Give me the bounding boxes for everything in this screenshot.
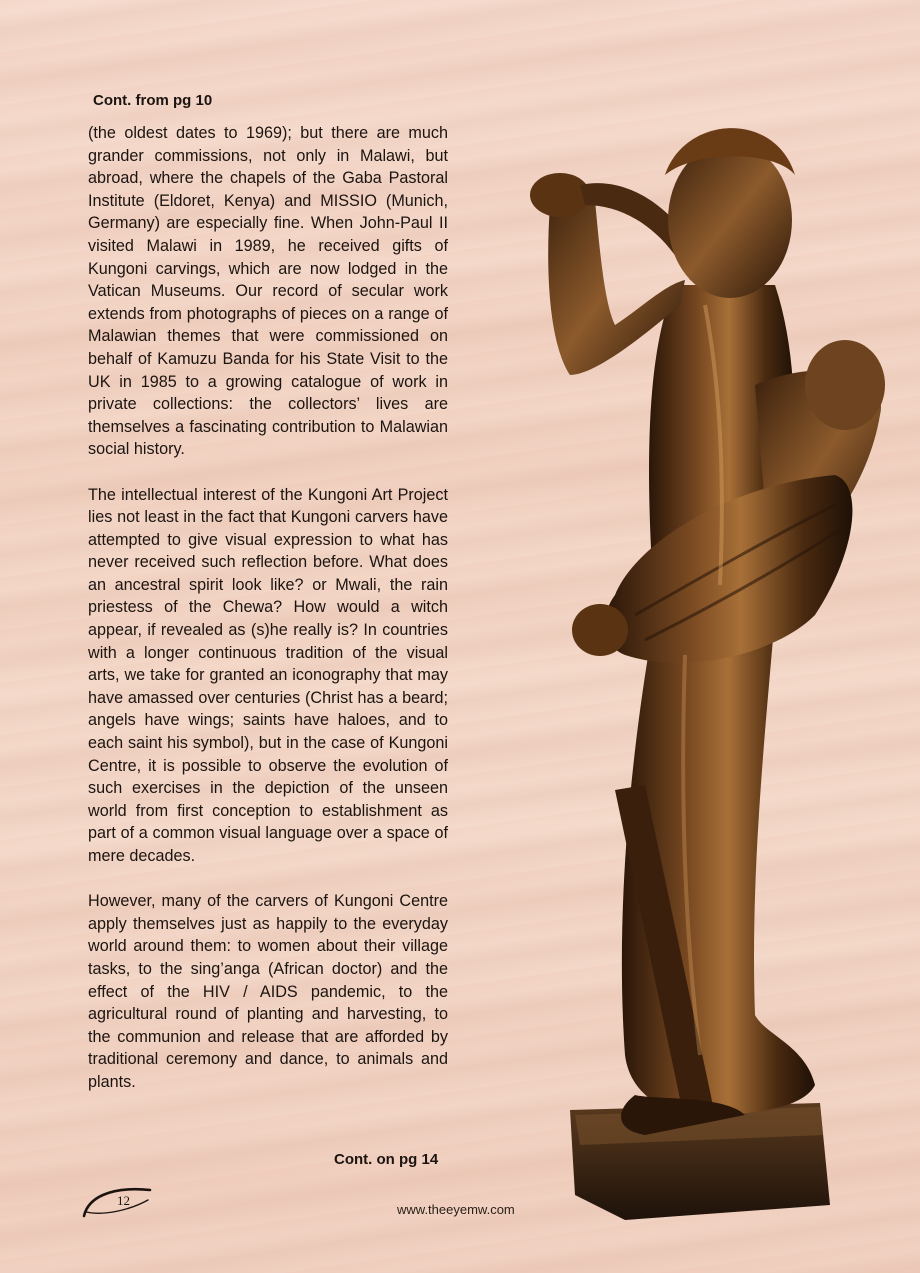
continued-on-label: Cont. on pg 14	[334, 1151, 439, 1168]
article-paragraph-2: The intellectual interest of the Kungoni Art Project lies not least in the fact that Kungoni carvers have attempted to give visual expression to what has never received such reflection before. What does an ancestral spirit look like? or Mwali, the rain priestess of the Chewa? How would a witch appear, if revealed as (s)he really is? In countries with a longer continuous tradition of the visual arts, we take for granted an iconography that may have amassed over centuries (Christ has a beard; angels have wings; saints have haloes, and to each saint his symbol), but in the case of Kungoni Centre, it is possible to observe the evolution of such exercises in the depiction of the unseen world from first conception to establishment as part of a common visual language over a space of mere decades.	[88, 485, 448, 865]
website-url: www.theeyemw.com	[397, 1202, 515, 1217]
page-number: 12	[117, 1193, 130, 1208]
article-paragraph-3: However, many of the carvers of Kungoni Centre apply themselves just as happily to the everyday world around them: to women about their village tasks, to the sing’anga (African doctor) and the effect of the HIV / AIDS pandemic, to the agricultural round of planting and harvesting, to the communion and release that are afforded by traditional ceremony and dance, to animals and plants.	[88, 892, 448, 1091]
article-paragraph-1: (the oldest dates to 1969); but there are much grander commissions, not only in Malawi, but abroad, where the chapels of the Gaba Pastoral Institute (Eldoret, Kenya) and MISSIO (Munich, Germany) are especially fine. When John-Paul II visited Malawi in 1989, he received gifts of Kungoni carvings, which are now lodged in the Vatican Museums. Our record of secular work extends from photographs of pieces on a range of Malawian themes that were commissioned on behalf of Kamuzu Banda for his State Visit to the UK in 1985 to a growing catalogue of work in private collections: the collectors’ lives are themselves a fascinating contribution to Malawian social history.	[88, 124, 448, 459]
sculpture-photo	[505, 55, 905, 1230]
article-body	[88, 122, 448, 1116]
continued-from-label: Cont. from pg 10	[93, 92, 213, 109]
